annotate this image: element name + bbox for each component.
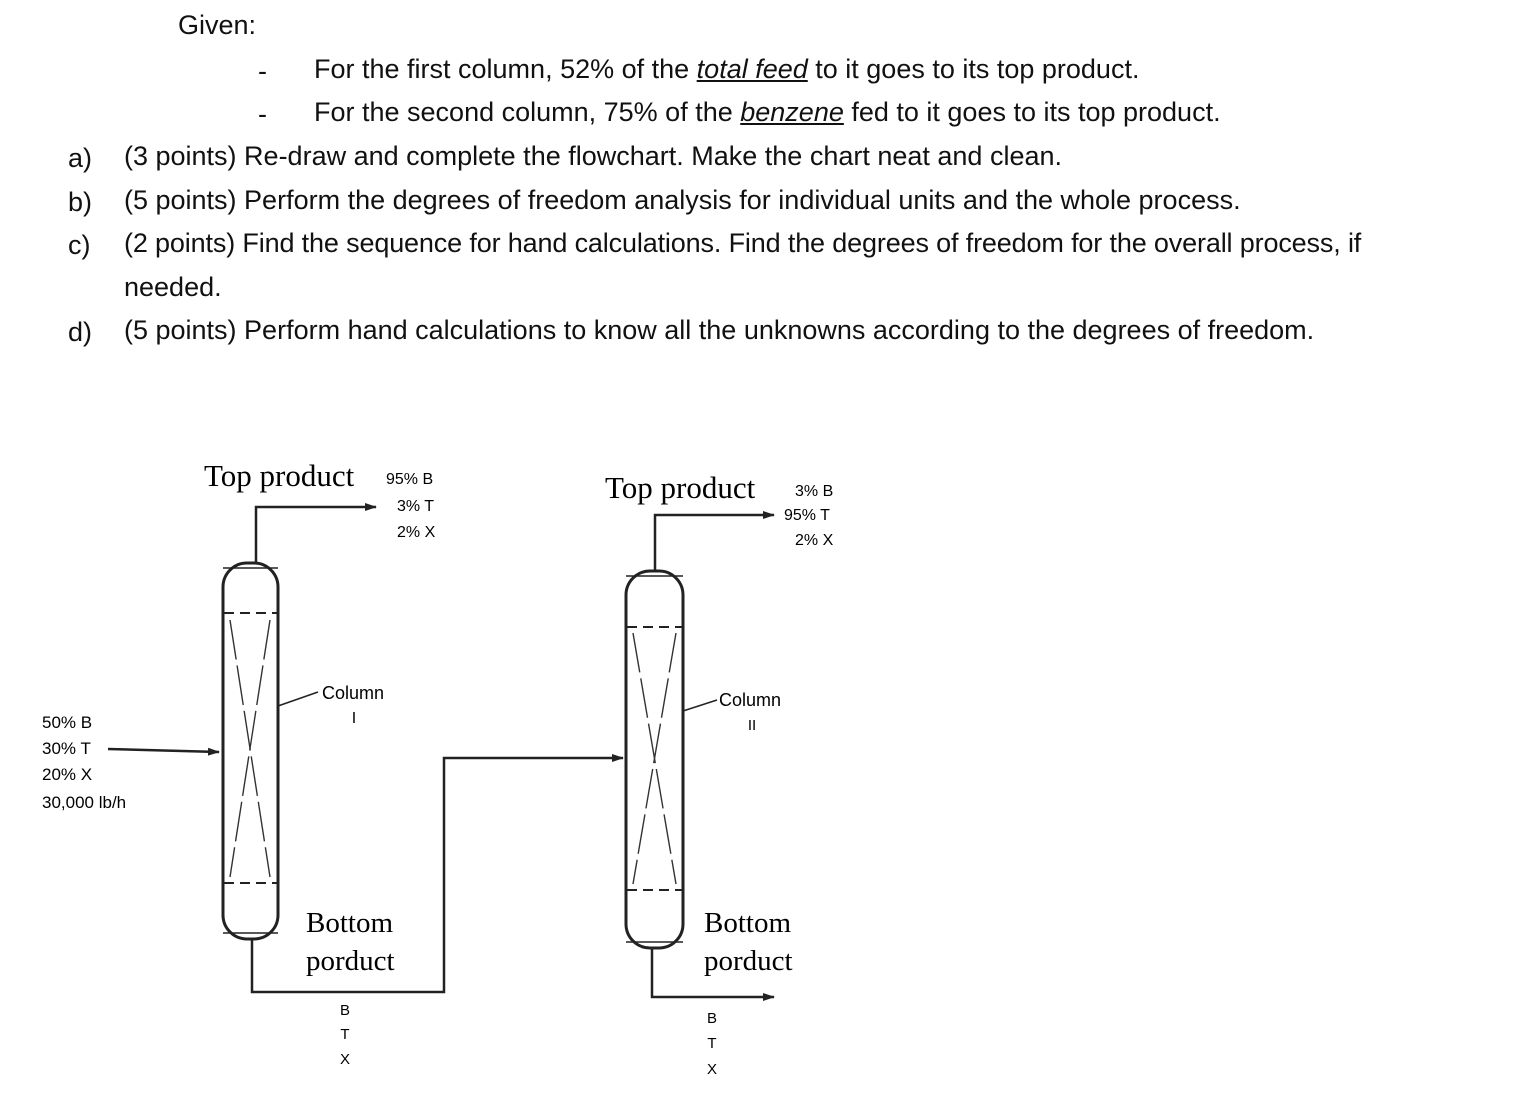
question-letter-a: a): [68, 143, 93, 173]
question-c-continued: needed.: [124, 272, 222, 302]
column-1-bottom-product: [252, 758, 454, 1068]
bottom2-toluene: T: [707, 1035, 717, 1052]
bottom2-xylene: X: [706, 1061, 718, 1078]
question-letter-d: d): [68, 317, 93, 347]
question-c: (2 points) Find the sequence for hand calculations. Find the degrees of freedom for the overall process, if: [124, 228, 1362, 258]
column-2-top-product: [605, 470, 834, 571]
top2-toluene: 95% T: [784, 507, 830, 524]
emphasis-benzene: benzene: [740, 97, 844, 127]
column-1: [223, 563, 384, 939]
emphasis-total-feed: total feed: [696, 54, 808, 84]
column-2-label: Column: [719, 690, 782, 710]
feed-arrow: [108, 749, 219, 752]
given-bullet-2: For the second column, 75% of the benzene fed to it goes to its top product.: [314, 97, 1221, 127]
bottom1-toluene: T: [340, 1026, 350, 1043]
feed-toluene-fraction: 30% T: [42, 739, 91, 758]
bottom1-xylene: X: [339, 1051, 351, 1068]
given-heading: Given:: [178, 10, 257, 40]
top1-toluene: 3% T: [397, 498, 435, 515]
column-1-numeral: I: [351, 710, 357, 727]
top2-benzene: 3% B: [795, 483, 834, 500]
top2-xylene: 2% X: [795, 532, 834, 549]
feed-benzene-fraction: 50% B: [42, 713, 93, 732]
bottom-label-2b: porduct: [704, 945, 793, 977]
feed-flow-rate: 30,000 lb/h: [42, 793, 127, 812]
question-d: (5 points) Perform hand calculations to know all the unknowns according to the degrees of freedom.: [124, 315, 1315, 345]
top-product-label-1: Top product: [204, 458, 355, 493]
bottom-label-2a: Bottom: [704, 907, 792, 939]
question-b: (5 points) Perform the degrees of freedom analysis for individual units and the whole process.: [124, 185, 1241, 215]
top-product-label-2: Top product: [605, 470, 756, 505]
question-letter-b: b): [68, 187, 93, 217]
top1-xylene: 2% X: [397, 524, 436, 541]
top1-benzene: 95% B: [386, 471, 434, 488]
column-2: [626, 571, 781, 948]
bottom-label-1b: porduct: [306, 945, 395, 977]
feed-stream: [42, 713, 219, 812]
column-2-numeral: II: [747, 717, 757, 734]
bullet-dash: -: [258, 99, 267, 129]
column-1-top-product: [204, 458, 436, 563]
bottom1-benzene: B: [339, 1002, 351, 1019]
bottom-label-1a: Bottom: [306, 907, 394, 939]
bottom2-benzene: B: [706, 1010, 718, 1027]
question-letter-c: c): [68, 230, 91, 260]
column-2-bottom-product: [652, 907, 793, 1078]
bullet-dash: -: [258, 56, 267, 86]
given-bullet-1: For the first column, 52% of the total feed to it goes to its top product.: [314, 54, 1140, 84]
question-a: (3 points) Re-draw and complete the flowchart. Make the chart neat and clean.: [124, 141, 1062, 171]
column-1-label: Column: [322, 683, 385, 703]
feed-xylene-fraction: 20% X: [42, 765, 93, 784]
